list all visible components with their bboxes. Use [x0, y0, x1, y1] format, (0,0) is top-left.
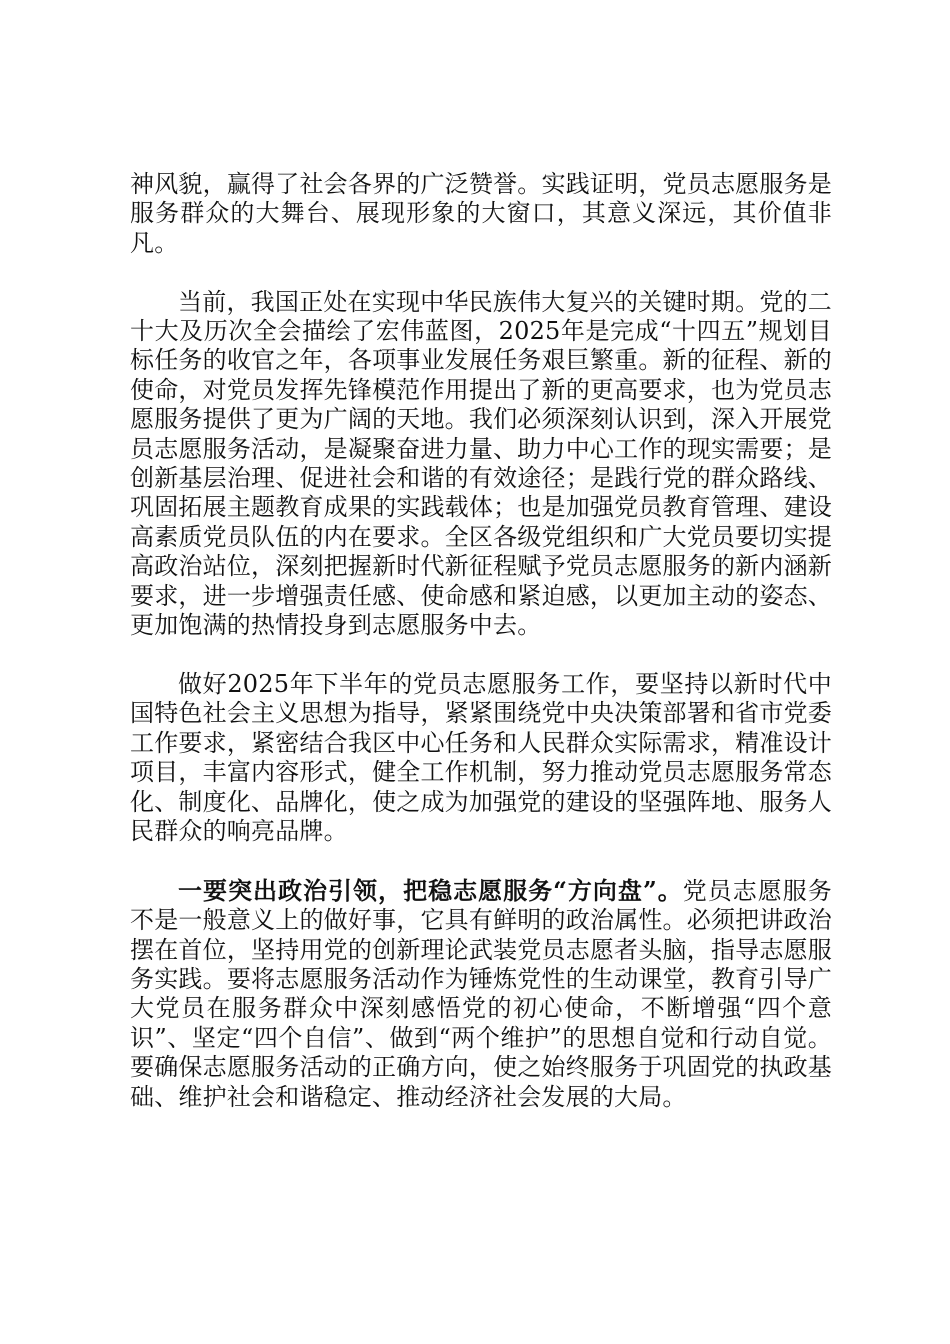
paragraph-current-situation: 当前，我国正处在实现中华民族伟大复兴的关键时期。党的二十大及历次全会描绘了宏伟蓝图，2025年是完成“十四五”规划目标任务的收官之年，各项事业发展任务艰巨繁重。新的征程、新的使命，对党员发挥先锋模范作用提出了新的更高要求，也为党员志愿服务提供了更为广阔的天地。我们必须深刻认识到，深入开展党员志愿服务活动，是凝聚奋进力量、助力中心工作的现实需要；是创新基层治理、促进社会和谐的有效途径；是践行党的群众路线、巩固拓展主题教育成果的实践载体；也是加强党员教育管理、建设高素质党员队伍的内在要求。全区各级党组织和广大党员要切实提高政治站位，深刻把握新时代新征程赋予党员志愿服务的新内涵新要求，进一步增强责任感、使命感和紧迫感，以更加主动的姿态、更加饱满的热情投身到志愿服务中去。	[130, 287, 832, 640]
paragraph-continuation: 神风貌，赢得了社会各界的广泛赞誉。实践证明，党员志愿服务是服务群众的大舞台、展现形象的大窗口，其意义深远，其价值非凡。	[130, 170, 832, 257]
paragraph-body-text: 党员志愿服务不是一般意义上的做好事，它具有鲜明的政治属性。必须把讲政治摆在首位，坚持用党的创新理论武装党员志愿者头脑，指导志愿服务实践。要将志愿服务活动作为锤炼党性的生动课堂，教育引导广大党员在服务群众中深刻感悟党的初心使命，不断增强“四个意识”、坚定“四个自信”、做到“两个维护”的思想自觉和行动自觉。要确保志愿服务活动的正确方向，使之始终服务于巩固党的执政基础、维护社会和谐稳定、推动经济社会发展的大局。	[130, 876, 833, 1111]
paragraph-political-guidance	[130, 876, 832, 1112]
paragraph-work-plan: 做好2025年下半年的党员志愿服务工作，要坚持以新时代中国特色社会主义思想为指导，紧紧围绕党中央决策部署和省市党委工作要求，紧密结合我区中心任务和人民群众实际需求，精准设计项目，丰富内容形式，健全工作机制，努力推动党员志愿服务常态化、制度化、品牌化，使之成为加强党的建设的坚强阵地、服务人民群众的响亮品牌。	[130, 669, 832, 845]
paragraph-lead-heading: 一要突出政治引领，把稳志愿服务“方向盘”。	[178, 875, 683, 905]
document-body	[130, 170, 832, 1112]
